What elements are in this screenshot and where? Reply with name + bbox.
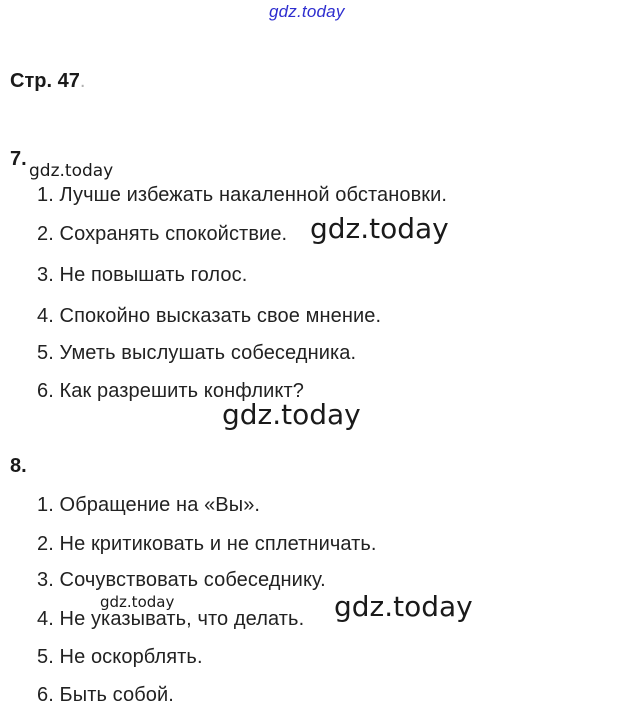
page-heading-text: Стр. 47 bbox=[10, 70, 80, 92]
task-8-item-4: 4. Не указывать, что делать. bbox=[37, 608, 305, 630]
task-7-number: 7. bbox=[10, 148, 27, 170]
task-7-item-6: 6. Как разрешить конфликт? bbox=[37, 380, 304, 402]
task-7-item-3: 3. Не повышать голос. bbox=[37, 264, 248, 286]
task-7-item-2: 2. Сохранять спокойствие. bbox=[37, 223, 288, 245]
task-8-item-2: 2. Не критиковать и не сплетничать. bbox=[37, 533, 377, 555]
page-heading-dot: . bbox=[79, 70, 86, 92]
watermark-large-2: gdz.today bbox=[222, 398, 361, 431]
task-7-item-5: 5. Уметь выслушать собеседника. bbox=[37, 342, 357, 364]
task-7-item-4: 4. Спокойно высказать свое мнение. bbox=[37, 305, 382, 327]
task-8-item-1: 1. Обращение на «Вы». bbox=[37, 494, 261, 516]
watermark-large-1: gdz.today bbox=[310, 212, 449, 245]
watermark-top: gdz.today bbox=[269, 2, 345, 21]
watermark-small-1: gdz.today bbox=[29, 161, 114, 181]
task-8-item-6: 6. Быть собой. bbox=[37, 684, 174, 706]
task-7-item-1: 1. Лучше избежать накаленной обстановки. bbox=[37, 184, 448, 206]
watermark-large-3: gdz.today bbox=[334, 590, 473, 623]
task-8-item-5: 5. Не оскорблять. bbox=[37, 646, 203, 668]
page-heading bbox=[10, 70, 85, 93]
task-8-item-3: 3. Сочувствовать собеседнику. bbox=[37, 569, 326, 591]
task-8-number: 8. bbox=[10, 455, 27, 477]
watermark-small-2: gdz.today bbox=[100, 593, 175, 611]
